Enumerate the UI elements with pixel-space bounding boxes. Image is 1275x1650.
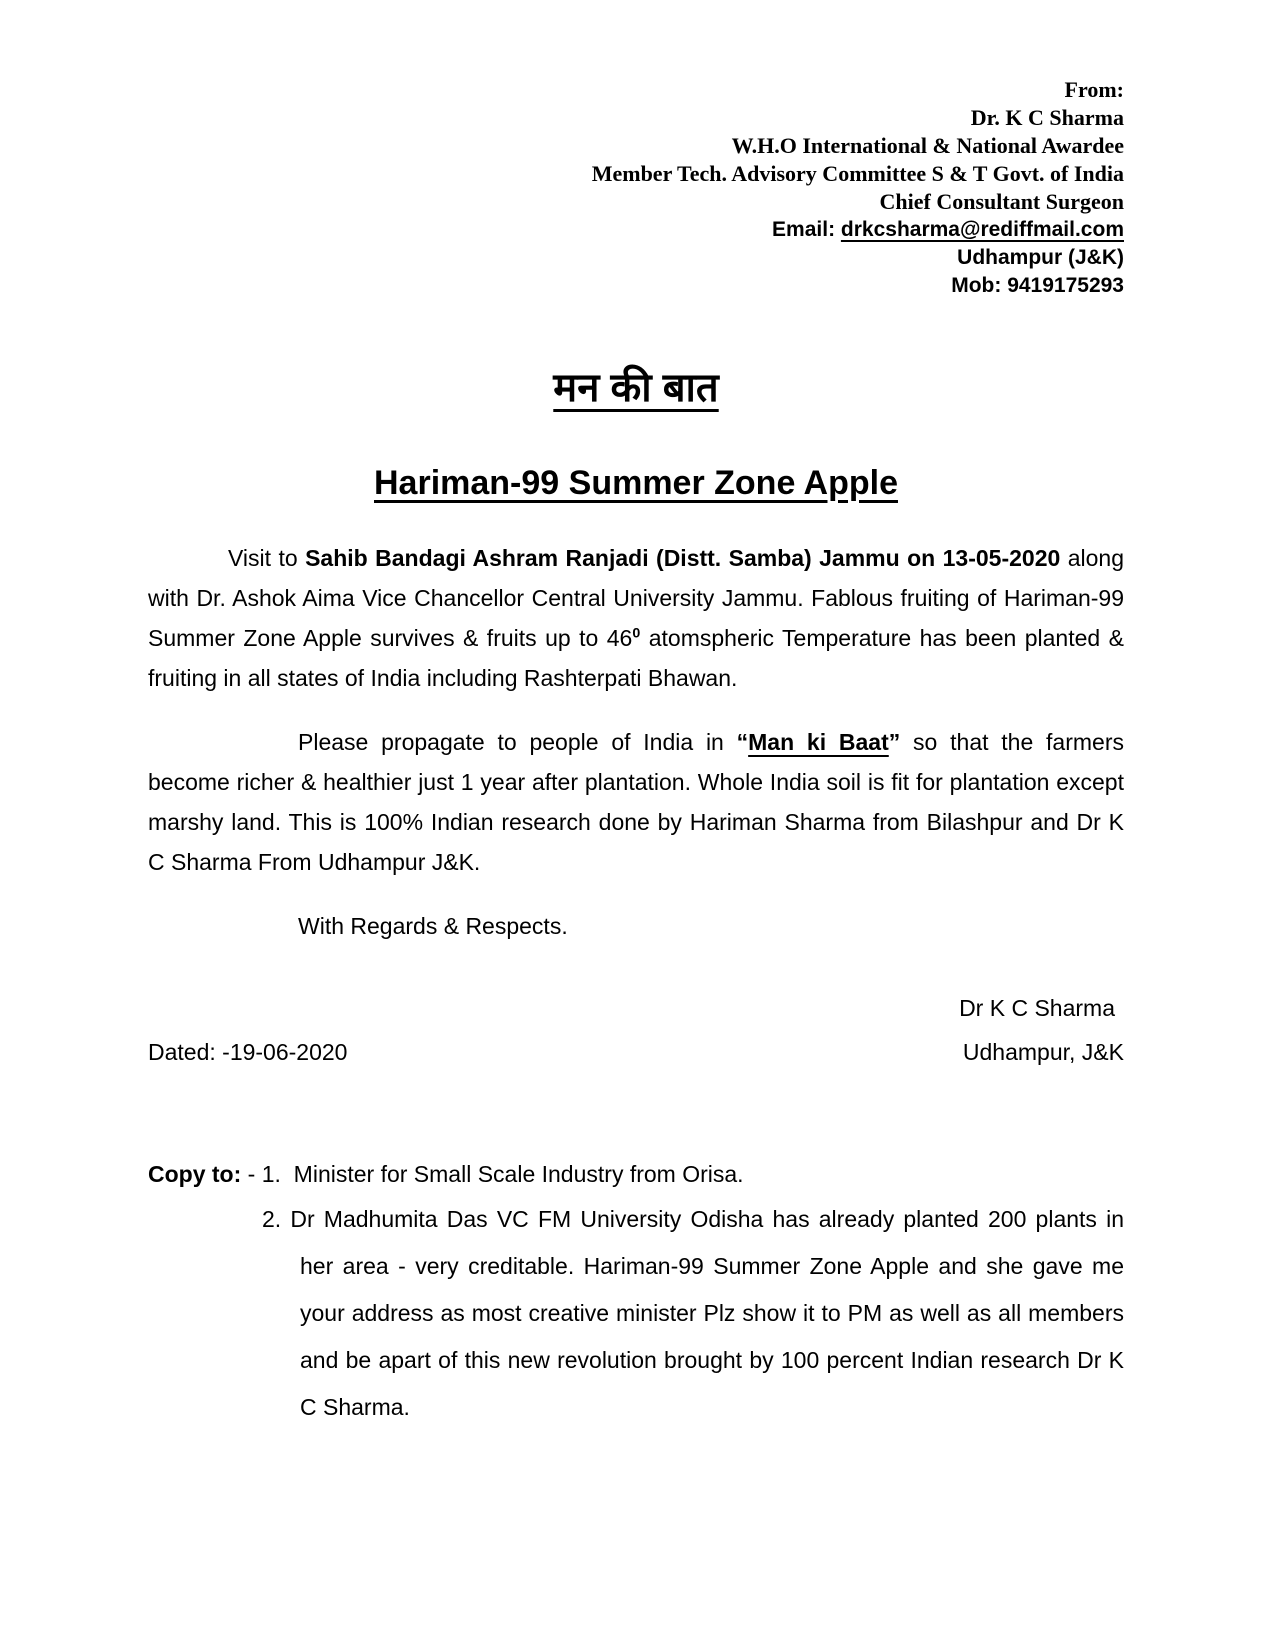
p1-seg3: along with Dr. Ashok Aima Vice Chancellor Central University Jammu. Fablous fruiting of Hariman-99 Summer Zone Apple survives & fruits up to 46: [148, 545, 1125, 651]
p1-seg5: atomspheric Temperature has been planted & fruiting in all states of India including Rashterpati Bhawan.: [148, 625, 1124, 691]
copy-to-item-2-text: Dr Madhumita Das VC FM University Odisha has already planted 200 plants in her area - very creditable. Hariman-99 Summer Zone Apple and she gave me your address as most creative minister Plz show it to PM as well as all members and be apart of this new revolution brought by 100 percent Indian research Dr K C Sharma.: [290, 1206, 1124, 1420]
letterhead: [148, 76, 1124, 300]
p2-open-quote: “: [736, 729, 749, 755]
paragraph-propagate: [148, 722, 1124, 882]
sender-name: Dr. K C Sharma: [970, 105, 1124, 130]
email-address-link[interactable]: drkcsharma@rediffmail.com: [840, 218, 1124, 241]
sender-location: Udhampur (J&K): [957, 246, 1124, 269]
p1-visit-bold: Sahib Bandagi Ashram Ranjadi (Distt. Samba) Jammu on 13-05-2020: [305, 545, 1061, 571]
email-line: [148, 216, 1124, 244]
copy-to-marker-1: - 1.: [241, 1161, 294, 1187]
sender-committee: Member Tech. Advisory Committee S & T Govt. of India: [591, 161, 1124, 186]
document-title-hindi: [148, 364, 1124, 412]
p2-man-ki-baat: Man ki Baat: [748, 729, 889, 755]
p2-close-quote: ”: [888, 729, 901, 755]
copy-to-marker-2: 2.: [262, 1206, 291, 1232]
p1-degree-superscript: 0: [632, 625, 641, 642]
from-label: From:: [1064, 77, 1124, 102]
copy-to-line: [148, 1152, 1124, 1196]
dated-row: [148, 1032, 1124, 1072]
subject-heading: [148, 462, 1124, 504]
p2-seg3: so that the farmers become richer & healthier just 1 year after plantation. Whole India soil is fit for plantation except marshy land. This is 100% Indian research done by Hariman Sharma from Bilashpur and Dr K C Sharma From Udhampur J&K.: [148, 729, 1124, 875]
document-title-text: मन की बात: [553, 366, 719, 410]
sender-designation: Chief Consultant Surgeon: [879, 189, 1124, 214]
signature-place: Udhampur, J&K: [962, 1039, 1124, 1065]
copy-to-item-2: [262, 1196, 1124, 1431]
regards-line: With Regards & Respects.: [298, 913, 568, 939]
subject-heading-text: Hariman-99 Summer Zone Apple: [374, 464, 898, 502]
p1-seg1: Visit to: [228, 545, 306, 571]
email-label: Email:: [772, 218, 841, 241]
copy-to-label: Copy to:: [148, 1161, 242, 1187]
copy-to-item-1: Minister for Small Scale Industry from Orisa.: [293, 1161, 744, 1187]
signature-name: Dr K C Sharma: [959, 995, 1115, 1021]
sender-mobile: Mob: 9419175293: [951, 274, 1124, 297]
paragraph-visit: [148, 538, 1124, 698]
p2-seg1: Please propagate to people of India in: [298, 729, 737, 755]
dated-value: Dated: -19-06-2020: [148, 1039, 348, 1065]
sender-award: W.H.O International & National Awardee: [731, 133, 1124, 158]
